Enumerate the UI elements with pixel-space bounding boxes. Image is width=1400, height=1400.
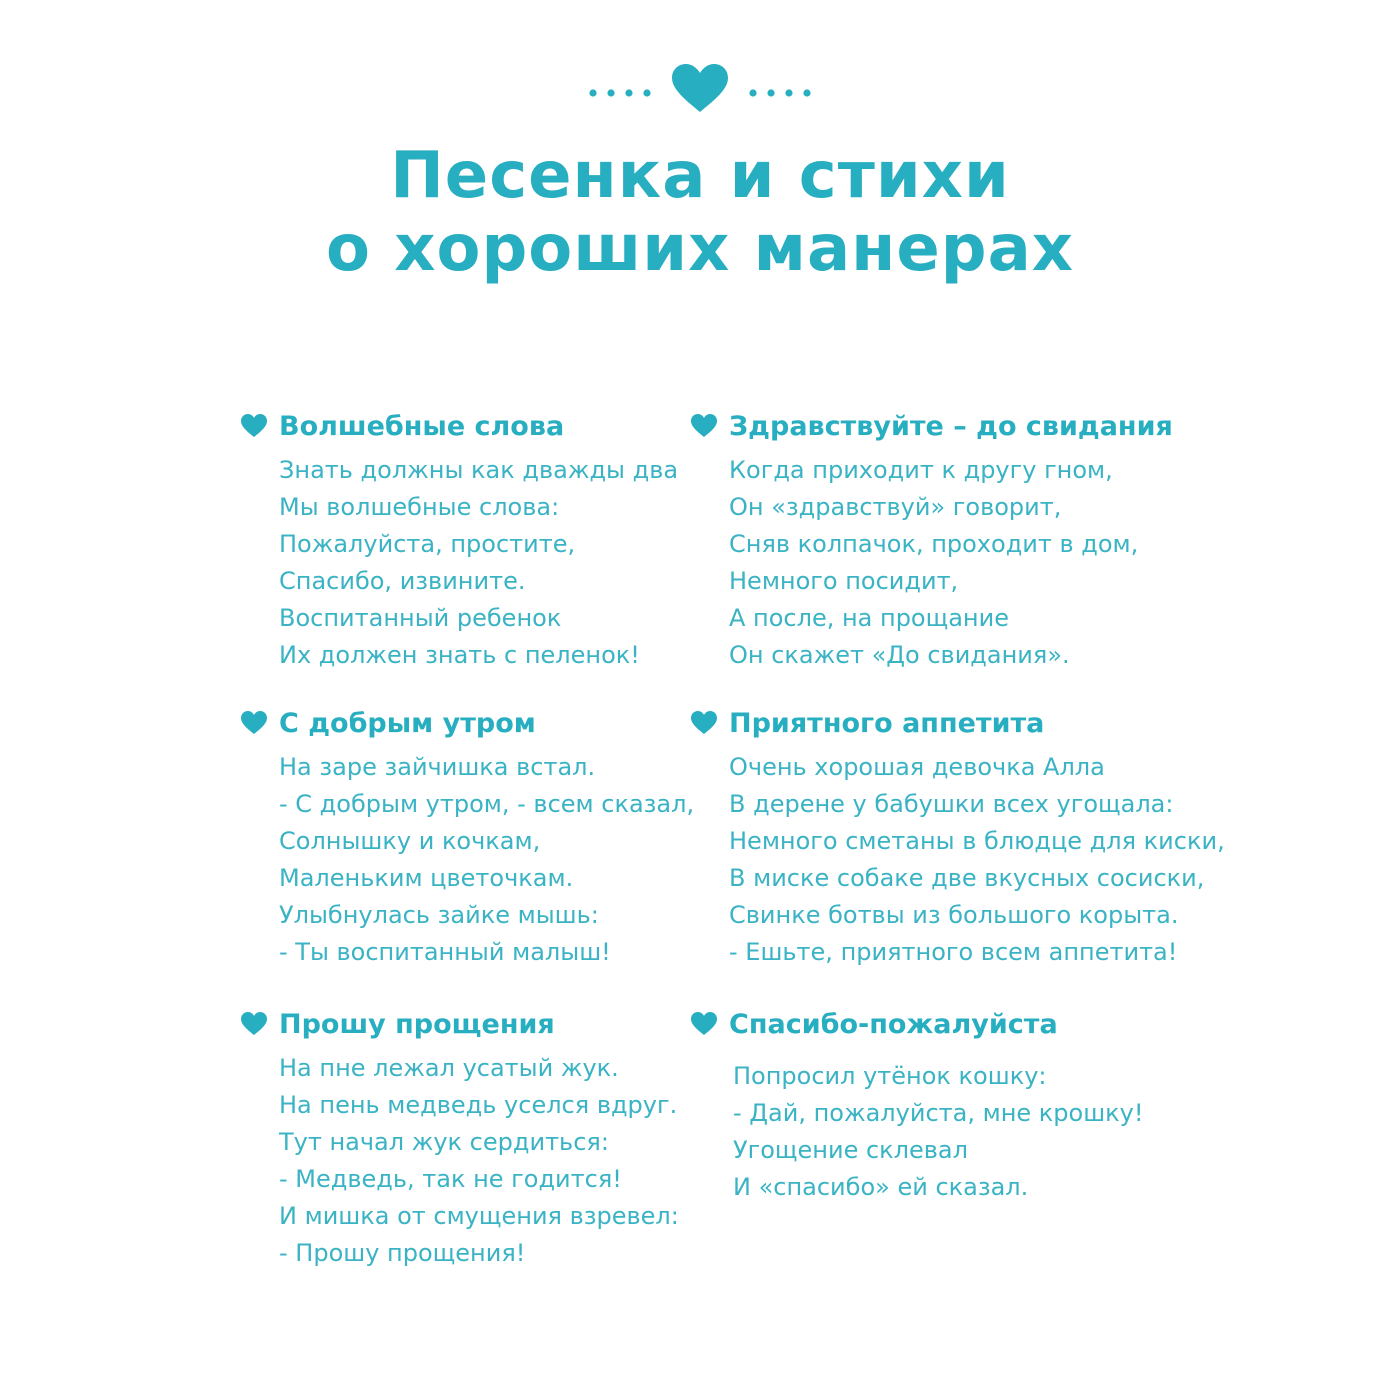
poem-line: - Медведь, так не годится! [279, 1165, 622, 1193]
heart-icon [691, 711, 717, 735]
poem-spasibo-pozhaluysta [691, 1004, 1251, 1206]
poem-line: На заре зайчишка встал. [279, 753, 596, 781]
poem-line: Когда приходит к другу гном, [729, 456, 1113, 484]
heart-icon [241, 414, 267, 438]
poem-line: Тут начал жук сердиться: [279, 1128, 609, 1156]
page-title-line-2: о хороших манерах [325, 212, 1075, 286]
poem-line: Солнышку и кочкам, [279, 827, 541, 855]
heart-dots-ornament [0, 60, 1400, 120]
poem-line: Он скажет «До свидания». [729, 641, 1070, 669]
poem-title: С добрым утром [279, 707, 536, 739]
poem-line: Немного посидит, [729, 567, 959, 595]
poem-line: На пне лежал усатый жук. [279, 1054, 619, 1082]
page-title [0, 140, 1400, 286]
poem-line: Маленьким цветочкам. [279, 864, 574, 892]
poem-title: Волшебные слова [279, 410, 565, 442]
poem-line: Угощение склевал [733, 1136, 968, 1164]
poem-lines [733, 1058, 1251, 1206]
poem-line: Их должен знать с пеленок! [279, 641, 640, 669]
poem-line: Пожалуйста, простите, [279, 530, 576, 558]
poem-line: Спасибо, извините. [279, 567, 526, 595]
poem-heading [691, 406, 1251, 446]
poem-line: Немного сметаны в блюдце для киски, [729, 827, 1225, 855]
poem-line: На пень медведь уселся вдруг. [279, 1091, 678, 1119]
poem-line: Свинке ботвы из большого корыта. [729, 901, 1179, 929]
poem-line: И «спасибо» ей сказал. [733, 1173, 1029, 1201]
poem-line: Знать должны как дважды два [279, 456, 679, 484]
poem-line: В миске собаке две вкусных сосиски, [729, 864, 1205, 892]
poem-line: А после, на прощание [729, 604, 1009, 632]
page-title-line-1: Песенка и стихи [390, 139, 1010, 213]
poem-title: Приятного аппетита [729, 707, 1045, 739]
poem-line: - Ты воспитанный малыш! [279, 938, 611, 966]
poem-line: Мы волшебные слова: [279, 493, 560, 521]
poem-heading [691, 1004, 1251, 1044]
heart-icon [241, 711, 267, 735]
poem-priyatnogo-appetita [691, 703, 1251, 971]
poem-heading [691, 703, 1251, 743]
poem-line: Он «здравствуй» говорит, [729, 493, 1062, 521]
poem-line: - Ешьте, приятного всем аппетита! [729, 938, 1178, 966]
heart-icon [672, 64, 728, 112]
poem-line: И мишка от смущения взревел: [279, 1202, 679, 1230]
poem-line: Очень хорошая девочка Алла [729, 753, 1105, 781]
poem-title: Спасибо-пожалуйста [729, 1008, 1058, 1040]
poem-title: Прошу прощения [279, 1008, 555, 1040]
heart-icon [691, 414, 717, 438]
poem-line: Воспитанный ребенок [279, 604, 562, 632]
poem-lines [729, 749, 1251, 971]
poem-title: Здравствуйте – до свидания [729, 410, 1173, 442]
poem-line: Сняв колпачок, проходит в дом, [729, 530, 1139, 558]
heart-icon [691, 1012, 717, 1036]
poem-line: Улыбнулась зайке мышь: [279, 901, 599, 929]
heart-icon [241, 1012, 267, 1036]
poem-zdravstvuyte-do-svidaniya [691, 406, 1251, 674]
poem-line: - Прошу прощения! [279, 1239, 526, 1267]
poem-lines [729, 452, 1251, 674]
poem-line: - Дай, пожалуйста, мне крошку! [733, 1099, 1144, 1127]
poem-line: - С добрым утром, - всем сказал, [279, 790, 695, 818]
poem-line: Попросил утёнок кошку: [733, 1062, 1047, 1090]
poem-line: В дерене у бабушки всех угощала: [729, 790, 1174, 818]
